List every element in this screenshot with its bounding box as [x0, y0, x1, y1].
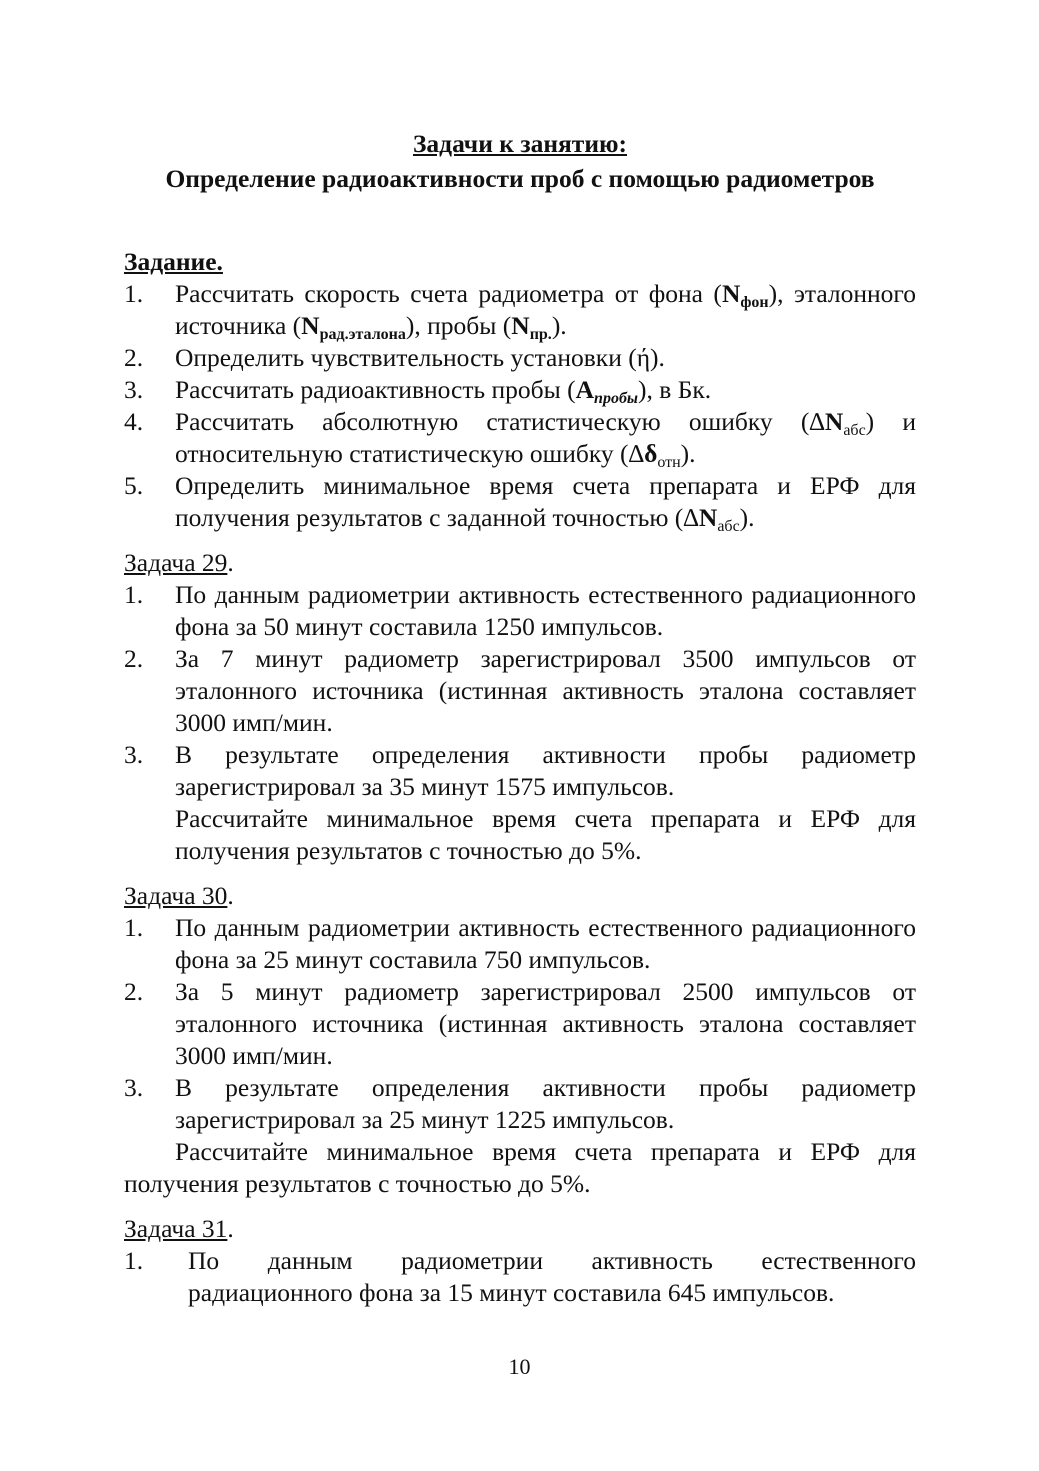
task-list	[124, 1245, 916, 1309]
item-number: 3.	[124, 375, 144, 404]
item-number: 2.	[124, 343, 144, 372]
document-subtitle: Определение радиоактивности проб с помощью радиометров	[165, 164, 875, 193]
item-instruction: Рассчитайте минимальное время счета препарата и ЕРФ для получения результатов с точностью до 5%.	[175, 804, 916, 865]
task-item	[124, 1245, 916, 1309]
item-text: По данным радиометрии активность естественного радиационного фона за 25 минут составила 750 импульсов.	[175, 913, 916, 974]
item-number: 1.	[124, 279, 144, 308]
item-number: 4.	[124, 407, 144, 436]
item-number: 1.	[124, 1246, 144, 1275]
task-item	[124, 976, 916, 1072]
item-text: По данным радиометрии активность естественного радиационного фона за 15 минут составила 645 импульсов.	[188, 1246, 916, 1307]
assignment-item	[124, 342, 916, 374]
task-list	[124, 579, 916, 867]
page-number: 10	[508, 1354, 531, 1379]
item-text: В результате определения активности пробы радиометр зарегистрировал за 35 минут 1575 импульсов.	[175, 740, 916, 801]
task-list	[124, 912, 916, 1136]
item-number: 2.	[124, 644, 144, 673]
item-text: За 5 минут радиометр зарегистрировал 2500 импульсов от эталонного источника (истинная активность эталона составляет 3000 имп/мин.	[175, 977, 916, 1070]
item-number: 1.	[124, 913, 144, 942]
assignment-item: 3. Рассчитать радиоактивность пробы $(A_{пробы})$, в Бк.	[124, 375, 712, 407]
task-item	[124, 912, 916, 976]
task-item	[124, 739, 916, 867]
task-title: Задача 31.	[124, 1214, 234, 1243]
task-item	[124, 643, 916, 739]
assignment-heading: Задание.	[124, 247, 223, 276]
assignment-item: 1. Рассчитать скорость счета радиометра от фона $(N_{фон})$, эталонного источника $(N_{рад.эталона})$, пробы $(N_{пр.})$.	[124, 279, 916, 343]
task-item	[124, 579, 916, 643]
task-item	[124, 1072, 916, 1136]
task-title: Задача 30.	[124, 881, 234, 910]
item-number: 2.	[124, 977, 144, 1006]
document-page	[124, 124, 916, 1309]
task-instruction: Рассчитайте минимальное время счета препарата и ЕРФ для получения результатов с точностью до 5%.	[124, 1137, 916, 1198]
assignment-item: 5. Определить минимальное время счета препарата и ЕРФ для получения результатов с заданной точностью $(\Delta N_{абс})$.	[124, 471, 916, 535]
assignment-list	[124, 278, 916, 534]
item-number: 5.	[124, 471, 144, 500]
assignment-item: 4. Рассчитать абсолютную статистическую ошибку $(\Delta N_{абс})$ и относительную статистическую ошибку $(\Delta\delta_{отн})$.	[124, 407, 916, 471]
item-text: Определить чувствительность установки (ή).	[175, 343, 665, 372]
item-number: 1.	[124, 580, 144, 609]
item-text: В результате определения активности пробы радиометр зарегистрировал за 25 минут 1225 импульсов.	[175, 1073, 916, 1134]
item-number: 3.	[124, 740, 144, 769]
item-text: По данным радиометрии активность естественного радиационного фона за 50 минут составила 1250 импульсов.	[175, 580, 916, 641]
item-text: За 7 минут радиометр зарегистрировал 3500 импульсов от эталонного источника (истинная активность эталона составляет 3000 имп/мин.	[175, 644, 916, 737]
item-number: 3.	[124, 1073, 144, 1102]
task-title: Задача 29.	[124, 548, 234, 577]
document-title: Задачи к занятию:	[412, 129, 628, 158]
